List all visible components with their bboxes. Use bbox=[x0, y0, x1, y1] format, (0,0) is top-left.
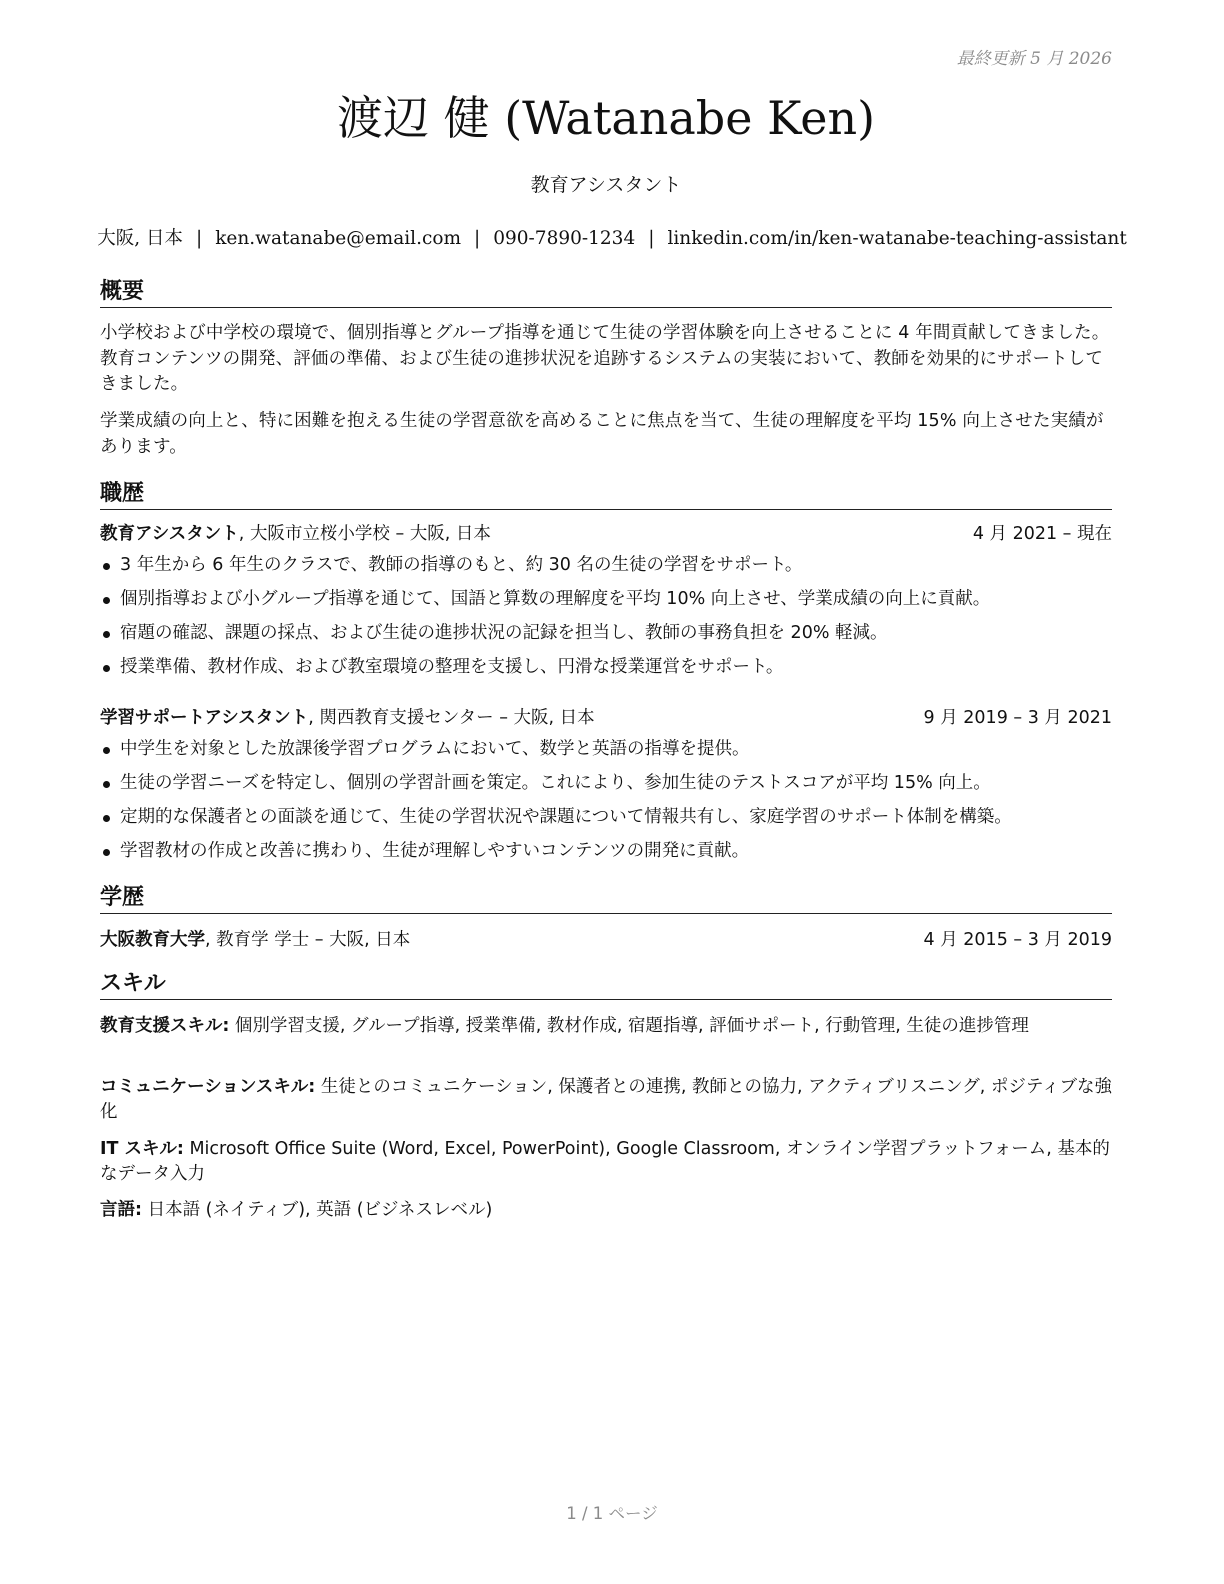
section-title-summary: 概要 bbox=[100, 278, 1112, 308]
resume-page bbox=[97, 0, 1127, 1584]
section-title-experience: 職歴 bbox=[100, 480, 1112, 510]
skill-label: 教育支援スキル: bbox=[100, 1016, 230, 1036]
separator: | bbox=[474, 228, 481, 249]
contact-email[interactable]: ken.watanabe@email.com bbox=[215, 228, 462, 249]
job-header bbox=[100, 522, 1112, 547]
contact-linkedin[interactable]: linkedin.com/in/ken-watanabe-teaching-assistant bbox=[667, 228, 1127, 249]
education-entry bbox=[100, 928, 1112, 953]
summary-paragraph: 学業成績の向上と、特に困難を抱える生徒の学習意欲を高めることに焦点を当て、生徒の理解度を平均 15% 向上させた実績があります。 bbox=[100, 411, 1104, 457]
job-org: , 関西教育支援センター – 大阪, 日本 bbox=[308, 708, 595, 728]
degree-detail: , 教育学 学士 – 大阪, 日本 bbox=[205, 930, 411, 950]
skill-value: Microsoft Office Suite (Word, Excel, PowerPoint), Google Classroom, オンライン学習プラットフォーム, 基本的なデータ入力 bbox=[100, 1139, 1110, 1184]
skill-value: 日本語 (ネイティブ), 英語 (ビジネスレベル) bbox=[142, 1200, 493, 1220]
last-updated: 最終更新 5 月 2026 bbox=[956, 49, 1112, 69]
summary-paragraph: 小学校および中学校の環境で、個別指導とグループ指導を通じて生徒の学習体験を向上させることに 4 年間貢献してきました。教育コンテンツの開発、評価の準備、および生徒の進捗状況を追跡するシステムの実装において、教師を効果的にサポートしてきました。 bbox=[100, 323, 1110, 394]
job-role: 学習サポートアシスタント bbox=[100, 708, 309, 728]
page-indicator: 1 / 1 ページ bbox=[566, 1504, 658, 1523]
skill-line bbox=[100, 1137, 1118, 1187]
skill-line bbox=[100, 1198, 1118, 1223]
candidate-name: 渡辺 健 (Watanabe Ken) bbox=[336, 91, 876, 145]
skill-label: コミュニケーションスキル: bbox=[100, 1077, 316, 1097]
separator: | bbox=[195, 228, 203, 249]
list-item: 授業準備、教材作成、および教室環境の整理を支援し、円滑な授業運営をサポート。 bbox=[100, 655, 1120, 689]
contact-line bbox=[0, 224, 1224, 250]
list-item: 学習教材の作成と改善に携わり、生徒が理解しやすいコンテンツの開発に貢献。 bbox=[100, 839, 1120, 873]
job-bullets bbox=[100, 737, 1120, 873]
job-role: 教育アシスタント bbox=[100, 524, 239, 544]
job-org: , 大阪市立桜小学校 – 大阪, 日本 bbox=[238, 524, 491, 544]
skill-value: 生徒とのコミュニケーション, 保護者との連携, 教師との協力, アクティブリスニング, ポジティブな強化 bbox=[100, 1077, 1113, 1122]
list-item: 宿題の確認、課題の採点、および生徒の進捗状況の記録を担当し、教師の事務負担を 20% 軽減。 bbox=[100, 621, 1120, 655]
contact-location: 大阪, 日本 bbox=[97, 228, 183, 249]
contact-phone[interactable]: 090-7890-1234 bbox=[493, 228, 636, 249]
school-name: 大阪教育大学 bbox=[100, 930, 205, 950]
list-item: 中学生を対象とした放課後学習プログラムにおいて、数学と英語の指導を提供。 bbox=[100, 737, 1120, 771]
section-title-skills: スキル bbox=[100, 970, 1112, 1000]
list-item: 個別指導および小グループ指導を通じて、国語と算数の理解度を平均 10% 向上させ、学業成績の向上に貢献。 bbox=[100, 587, 1120, 621]
job-dates: 9 月 2019 – 3 月 2021 bbox=[923, 708, 1112, 728]
skill-label: IT スキル: bbox=[100, 1139, 184, 1159]
headline: 教育アシスタント bbox=[530, 174, 682, 196]
section-title-education: 学歴 bbox=[100, 884, 1112, 914]
job-dates: 4 月 2021 – 現在 bbox=[972, 524, 1112, 544]
skill-line bbox=[100, 1075, 1118, 1125]
job-header bbox=[100, 706, 1112, 731]
skill-value: 個別学習支援, グループ指導, 授業準備, 教材作成, 宿題指導, 評価サポート, 行動管理, 生徒の進捗管理 bbox=[229, 1016, 1029, 1036]
list-item: 3 年生から 6 年生のクラスで、教師の指導のもと、約 30 名の生徒の学習をサポート。 bbox=[100, 553, 1120, 587]
list-item: 生徒の学習ニーズを特定し、個別の学習計画を策定。これにより、参加生徒のテストスコアが平均 15% 向上。 bbox=[100, 771, 1120, 805]
separator: | bbox=[648, 228, 655, 249]
skill-label: 言語: bbox=[100, 1200, 142, 1220]
list-item: 定期的な保護者との面談を通じて、生徒の学習状況や課題について情報共有し、家庭学習のサポート体制を構築。 bbox=[100, 805, 1120, 839]
education-dates: 4 月 2015 – 3 月 2019 bbox=[923, 930, 1112, 950]
skill-line bbox=[100, 1014, 1118, 1039]
job-bullets bbox=[100, 553, 1120, 689]
